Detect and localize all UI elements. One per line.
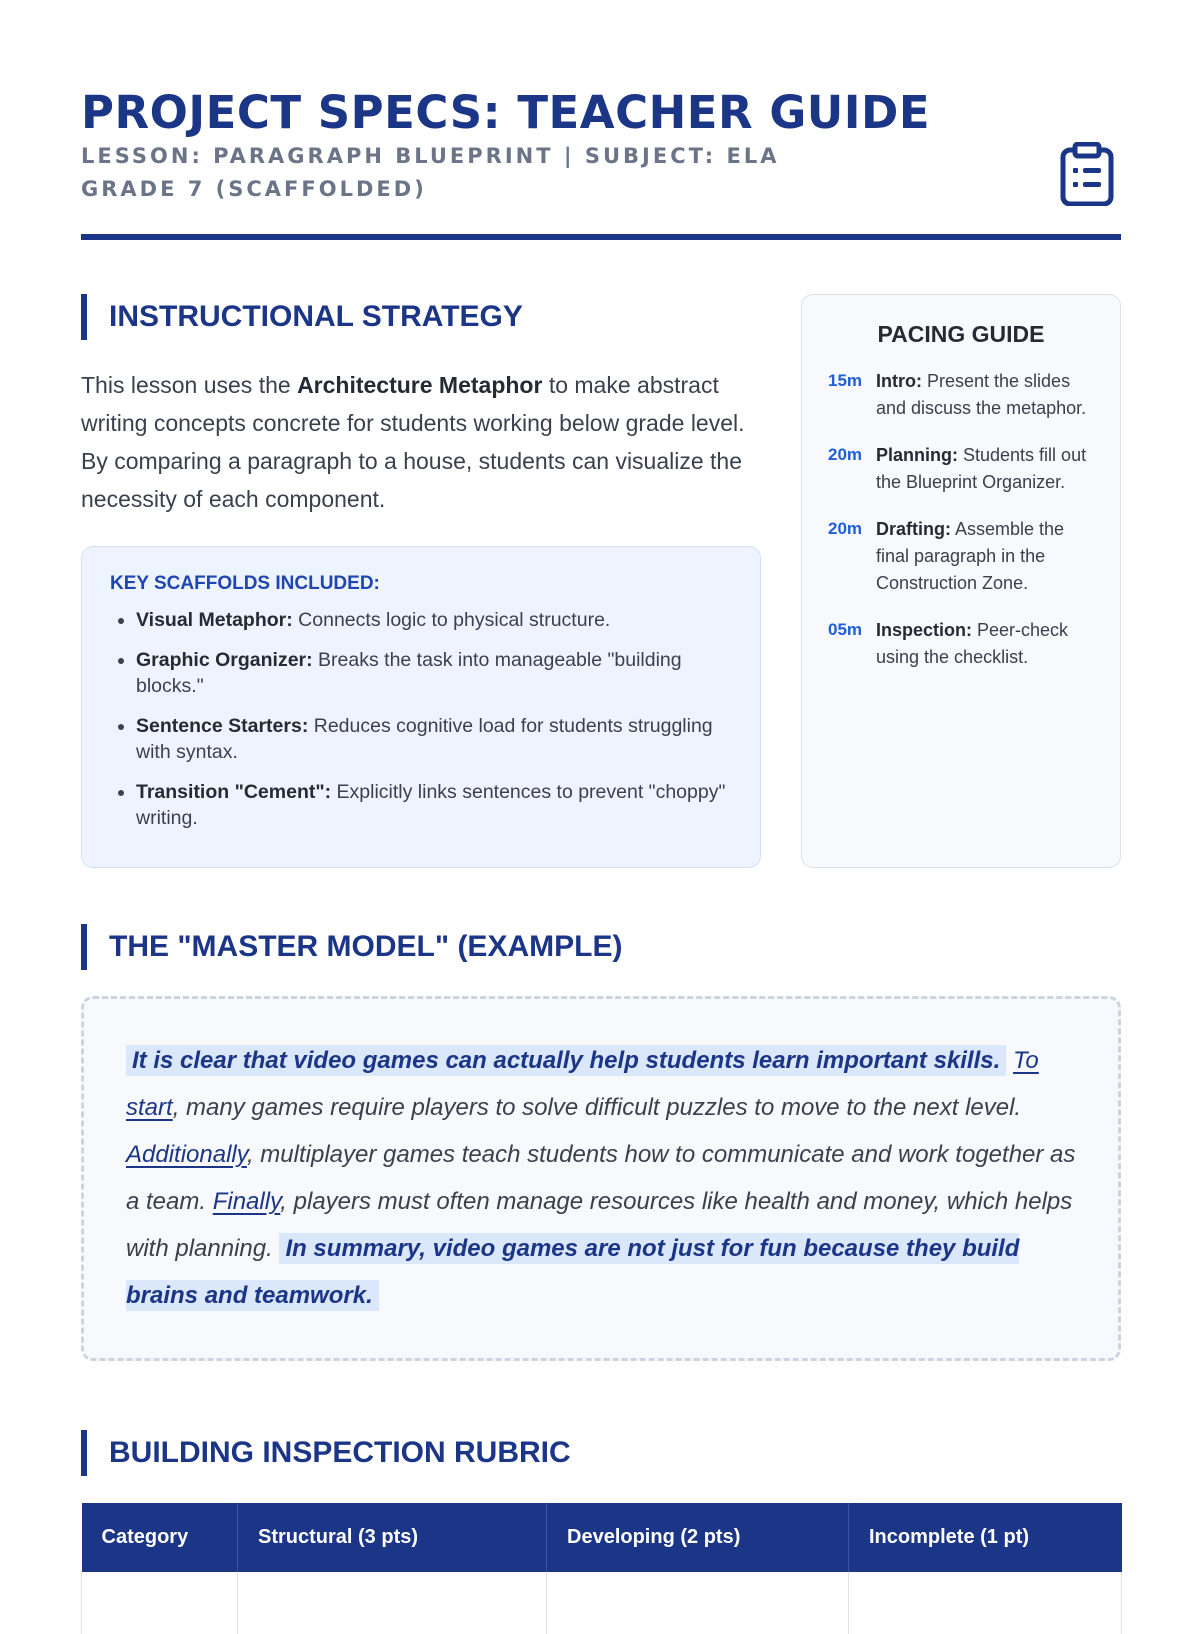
pacing-text: Students fill out the Blueprint Organizer. — [876, 445, 1087, 492]
rubric-column-header: Category — [82, 1503, 238, 1572]
section-heading-rubric: BUILDING INSPECTION RUBRIC — [81, 1430, 571, 1476]
pacing-description — [876, 442, 1094, 496]
scaffold-text: Breaks the task into manageable "building blocks." — [136, 649, 682, 697]
pacing-description — [876, 516, 1094, 597]
pacing-label: Drafting: — [876, 519, 951, 539]
body-sentence: , many games require players to solve difficult puzzles to move to the next level. — [172, 1094, 1022, 1121]
header-divider — [81, 234, 1121, 240]
pacing-text: Present the slides and discuss the metaphor. — [876, 371, 1087, 418]
intro-text: to make abstract writing concepts concrete for students working below grade level. By comparing a paragraph to a house, students can visualize the necessity of each component. — [81, 372, 745, 512]
pacing-time: 15m — [828, 371, 863, 390]
topic-sentence: It is clear that video games can actually help students learn important skills. — [126, 1045, 1006, 1076]
rubric-cell — [849, 1572, 1122, 1634]
pacing-description — [876, 617, 1094, 671]
scaffold-term: Visual Metaphor: — [136, 609, 293, 631]
pacing-time: 20m — [828, 519, 863, 538]
rubric-column-header: Incomplete (1 pt) — [849, 1503, 1122, 1572]
intro-text: This lesson uses the — [81, 372, 298, 398]
strategy-intro — [81, 366, 771, 518]
scaffold-term: Transition "Cement": — [136, 781, 332, 803]
rubric-table — [81, 1503, 1122, 1634]
scaffolds-list — [110, 607, 734, 831]
transition-word: Additionally — [126, 1141, 247, 1168]
pacing-guide-card — [801, 294, 1121, 868]
section-heading-strategy: INSTRUCTIONAL STRATEGY — [81, 294, 523, 340]
master-model-example — [81, 996, 1121, 1361]
pacing-item — [828, 516, 1094, 597]
body-sentence: , players must often manage resources like health and money, which helps with planning. — [126, 1188, 1073, 1262]
pacing-item — [828, 368, 1094, 422]
rubric-column-header: Structural (3 pts) — [238, 1503, 547, 1572]
scaffold-term: Sentence Starters: — [136, 715, 309, 737]
scaffolds-title: KEY SCAFFOLDS INCLUDED: — [110, 573, 380, 594]
rubric-cell — [547, 1572, 849, 1634]
scaffold-text: Reduces cognitive load for students struggling with syntax. — [136, 715, 713, 763]
pacing-item — [828, 617, 1094, 671]
intro-emphasis: Architecture Metaphor — [297, 372, 543, 398]
rubric-header-row — [82, 1503, 1122, 1572]
transition-word: Finally — [212, 1188, 281, 1215]
page-header — [81, 80, 1121, 240]
pacing-title: PACING GUIDE — [877, 321, 1045, 347]
page-subtitle: LESSON: PARAGRAPH BLUEPRINT | SUBJECT: ELA GRADE 7 (SCAFFOLDED) — [81, 144, 780, 201]
key-scaffolds-box — [81, 546, 761, 868]
pacing-text: Peer-check using the checklist. — [876, 620, 1069, 667]
scaffold-item — [136, 779, 734, 831]
scaffold-text: Connects logic to physical structure. — [292, 609, 611, 631]
pacing-time: 20m — [828, 445, 863, 464]
scaffold-text: Explicitly links sentences to prevent "choppy" writing. — [136, 781, 726, 829]
pacing-description — [876, 368, 1094, 422]
scaffold-term: Graphic Organizer: — [136, 649, 313, 671]
page-title: PROJECT SPECS: TEACHER GUIDE — [81, 86, 931, 139]
pacing-label: Planning: — [876, 445, 958, 465]
pacing-text: Assemble the final paragraph in the Construction Zone. — [876, 519, 1065, 593]
body-sentence: , multiplayer games teach students how to communicate and work together as a team. — [126, 1141, 1076, 1215]
pacing-label: Inspection: — [876, 620, 973, 640]
rubric-cell — [82, 1572, 238, 1634]
scaffold-item — [136, 607, 734, 633]
rubric-cell — [238, 1572, 547, 1634]
pacing-time: 05m — [828, 620, 863, 639]
concluding-sentence: In summary, video games are not just for fun because they build brains and teamwork. — [126, 1235, 1020, 1309]
clipboard-list-icon — [1059, 142, 1115, 206]
pacing-label: Intro: — [876, 371, 922, 391]
table-row — [82, 1572, 1122, 1634]
pacing-item — [828, 442, 1094, 496]
section-heading-master-model: THE "MASTER MODEL" (EXAMPLE) — [81, 924, 622, 970]
scaffold-item — [136, 713, 734, 765]
scaffold-item — [136, 647, 734, 699]
rubric-column-header: Developing (2 pts) — [547, 1503, 849, 1572]
transition-word: To start — [126, 1047, 1039, 1121]
